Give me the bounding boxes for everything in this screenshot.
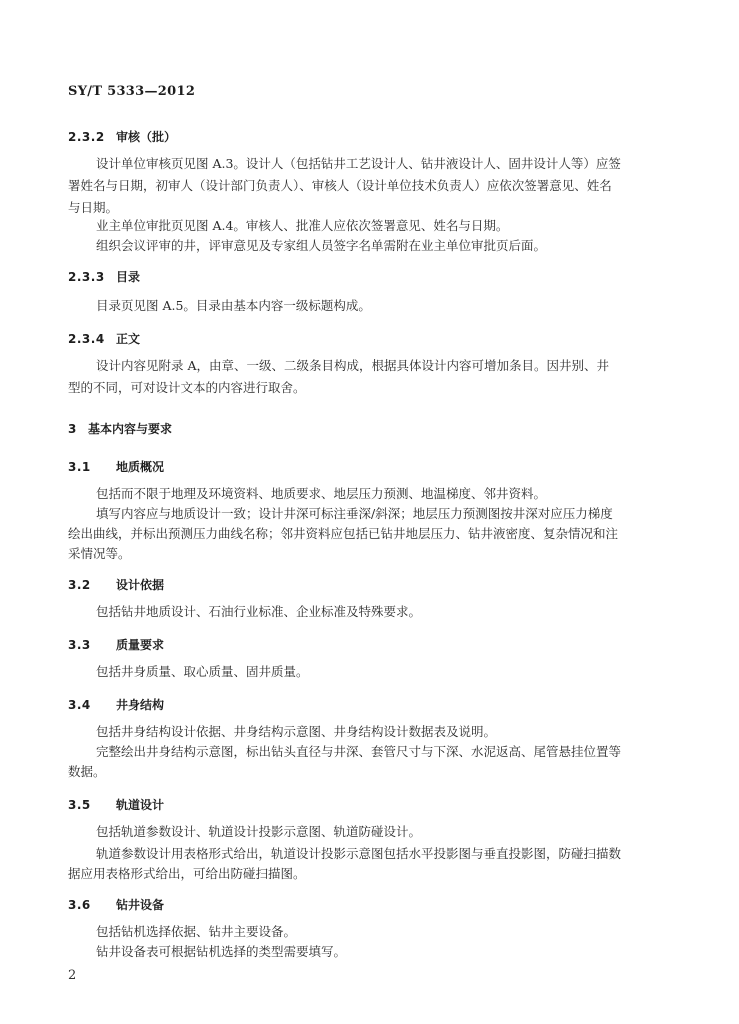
paragraph-line: 设计内容见附录 A，由章、一级、二级条目构成，根据具体设计内容可增加条目。因井别、井 — [96, 358, 610, 373]
paragraph-line: 署姓名与日期，初审人（设计部门负责人）、审核人（设计单位技术负责人）应依次签署意见、姓名 — [68, 178, 612, 193]
paragraph-line: 绘出曲线，并标出预测压力曲线名称；邻井资料应包括已钻井地层压力、钻井液密度、复杂情况和注 — [68, 526, 619, 541]
section-heading-3-5 — [68, 796, 164, 813]
paragraph-line: 业主单位审批页见图 A.4。审核人、批准人应依次签署意见、姓名与日期。 — [96, 218, 509, 233]
section-title: 地质概况 — [116, 460, 165, 474]
paragraph-line: 包括钻机选择依据、钻井主要设备。 — [96, 924, 297, 939]
section-heading-3-6 — [68, 896, 164, 913]
paragraph-line: 数据。 — [68, 764, 106, 779]
section-title: 目录 — [116, 270, 141, 284]
standard-code: SY/T 5333—2012 — [68, 84, 196, 99]
section-heading-2-3-3 — [68, 268, 140, 285]
paragraph-line: 包括钻井地质设计、石油行业标准、企业标准及特殊要求。 — [96, 604, 422, 619]
paragraph-line: 包括而不限于地理及环境资料、地质要求、地层压力预测、地温梯度、邻井资料。 — [96, 486, 547, 501]
paragraph-line: 包括井身结构设计依据、井身结构示意图、井身结构设计数据表及说明。 — [96, 724, 497, 739]
section-title: 井身结构 — [116, 698, 165, 712]
section-heading-3-3 — [68, 636, 164, 653]
chapter-heading-3 — [68, 420, 172, 437]
section-title: 审核（批） — [116, 130, 177, 144]
section-number: 3.6 — [68, 898, 91, 912]
paragraph-line: 轨道参数设计用表格形式给出，轨道设计投影示意图包括水平投影图与垂直投影图，防碰扫描数 — [96, 846, 622, 861]
section-title: 设计依据 — [116, 578, 165, 592]
section-number: 3.1 — [68, 460, 91, 474]
page-number: 2 — [68, 968, 77, 983]
section-number: 3.3 — [68, 638, 91, 652]
section-heading-2-3-4 — [68, 330, 140, 347]
paragraph-line: 填写内容应与地质设计一致；设计井深可标注垂深/斜深；地层压力预测图按井深对应压力梯度 — [96, 506, 613, 521]
section-title: 正文 — [116, 332, 141, 346]
section-heading-3-1 — [68, 458, 164, 475]
section-number: 3.2 — [68, 578, 91, 592]
section-heading-3-4 — [68, 696, 164, 713]
section-title: 质量要求 — [116, 638, 165, 652]
paragraph-line: 完整绘出井身结构示意图，标出钻头直径与井深、套管尺寸与下深、水泥返高、尾管悬挂位置等 — [96, 744, 622, 759]
paragraph-line: 设计单位审核页见图 A.3。设计人（包括钻井工艺设计人、钻井液设计人、固井设计人等）应签 — [96, 156, 621, 171]
paragraph-line: 据应用表格形式给出，可给出防碰扫描图。 — [68, 866, 306, 881]
section-number: 2.3.4 — [68, 332, 105, 346]
section-heading-2-3-2 — [68, 128, 176, 145]
paragraph-line: 组织会议评审的井，评审意见及专家组人员签字名单需附在业主单位审批页后面。 — [96, 238, 547, 253]
paragraph-line: 采情况等。 — [68, 546, 131, 561]
section-number: 2.3.2 — [68, 130, 105, 144]
section-number: 3.4 — [68, 698, 91, 712]
paragraph-line: 与日期。 — [68, 200, 119, 215]
section-number: 3.5 — [68, 798, 91, 812]
paragraph-line: 目录页见图 A.5。目录由基本内容一级标题构成。 — [96, 298, 371, 313]
section-number: 2.3.3 — [68, 270, 105, 284]
paragraph-line: 包括井身质量、取心质量、固井质量。 — [96, 664, 309, 679]
section-title: 轨道设计 — [116, 798, 165, 812]
paragraph-line: 钻井设备表可根据钻机选择的类型需要填写。 — [96, 944, 347, 959]
paragraph-line: 型的不同，可对设计文本的内容进行取舍。 — [68, 380, 306, 395]
section-title: 钻井设备 — [116, 898, 165, 912]
section-heading-3-2 — [68, 576, 164, 593]
section-title: 基本内容与要求 — [88, 422, 173, 436]
paragraph-line: 包括轨道参数设计、轨道设计投影示意图、轨道防碰设计。 — [96, 824, 422, 839]
section-number: 3 — [68, 422, 77, 436]
